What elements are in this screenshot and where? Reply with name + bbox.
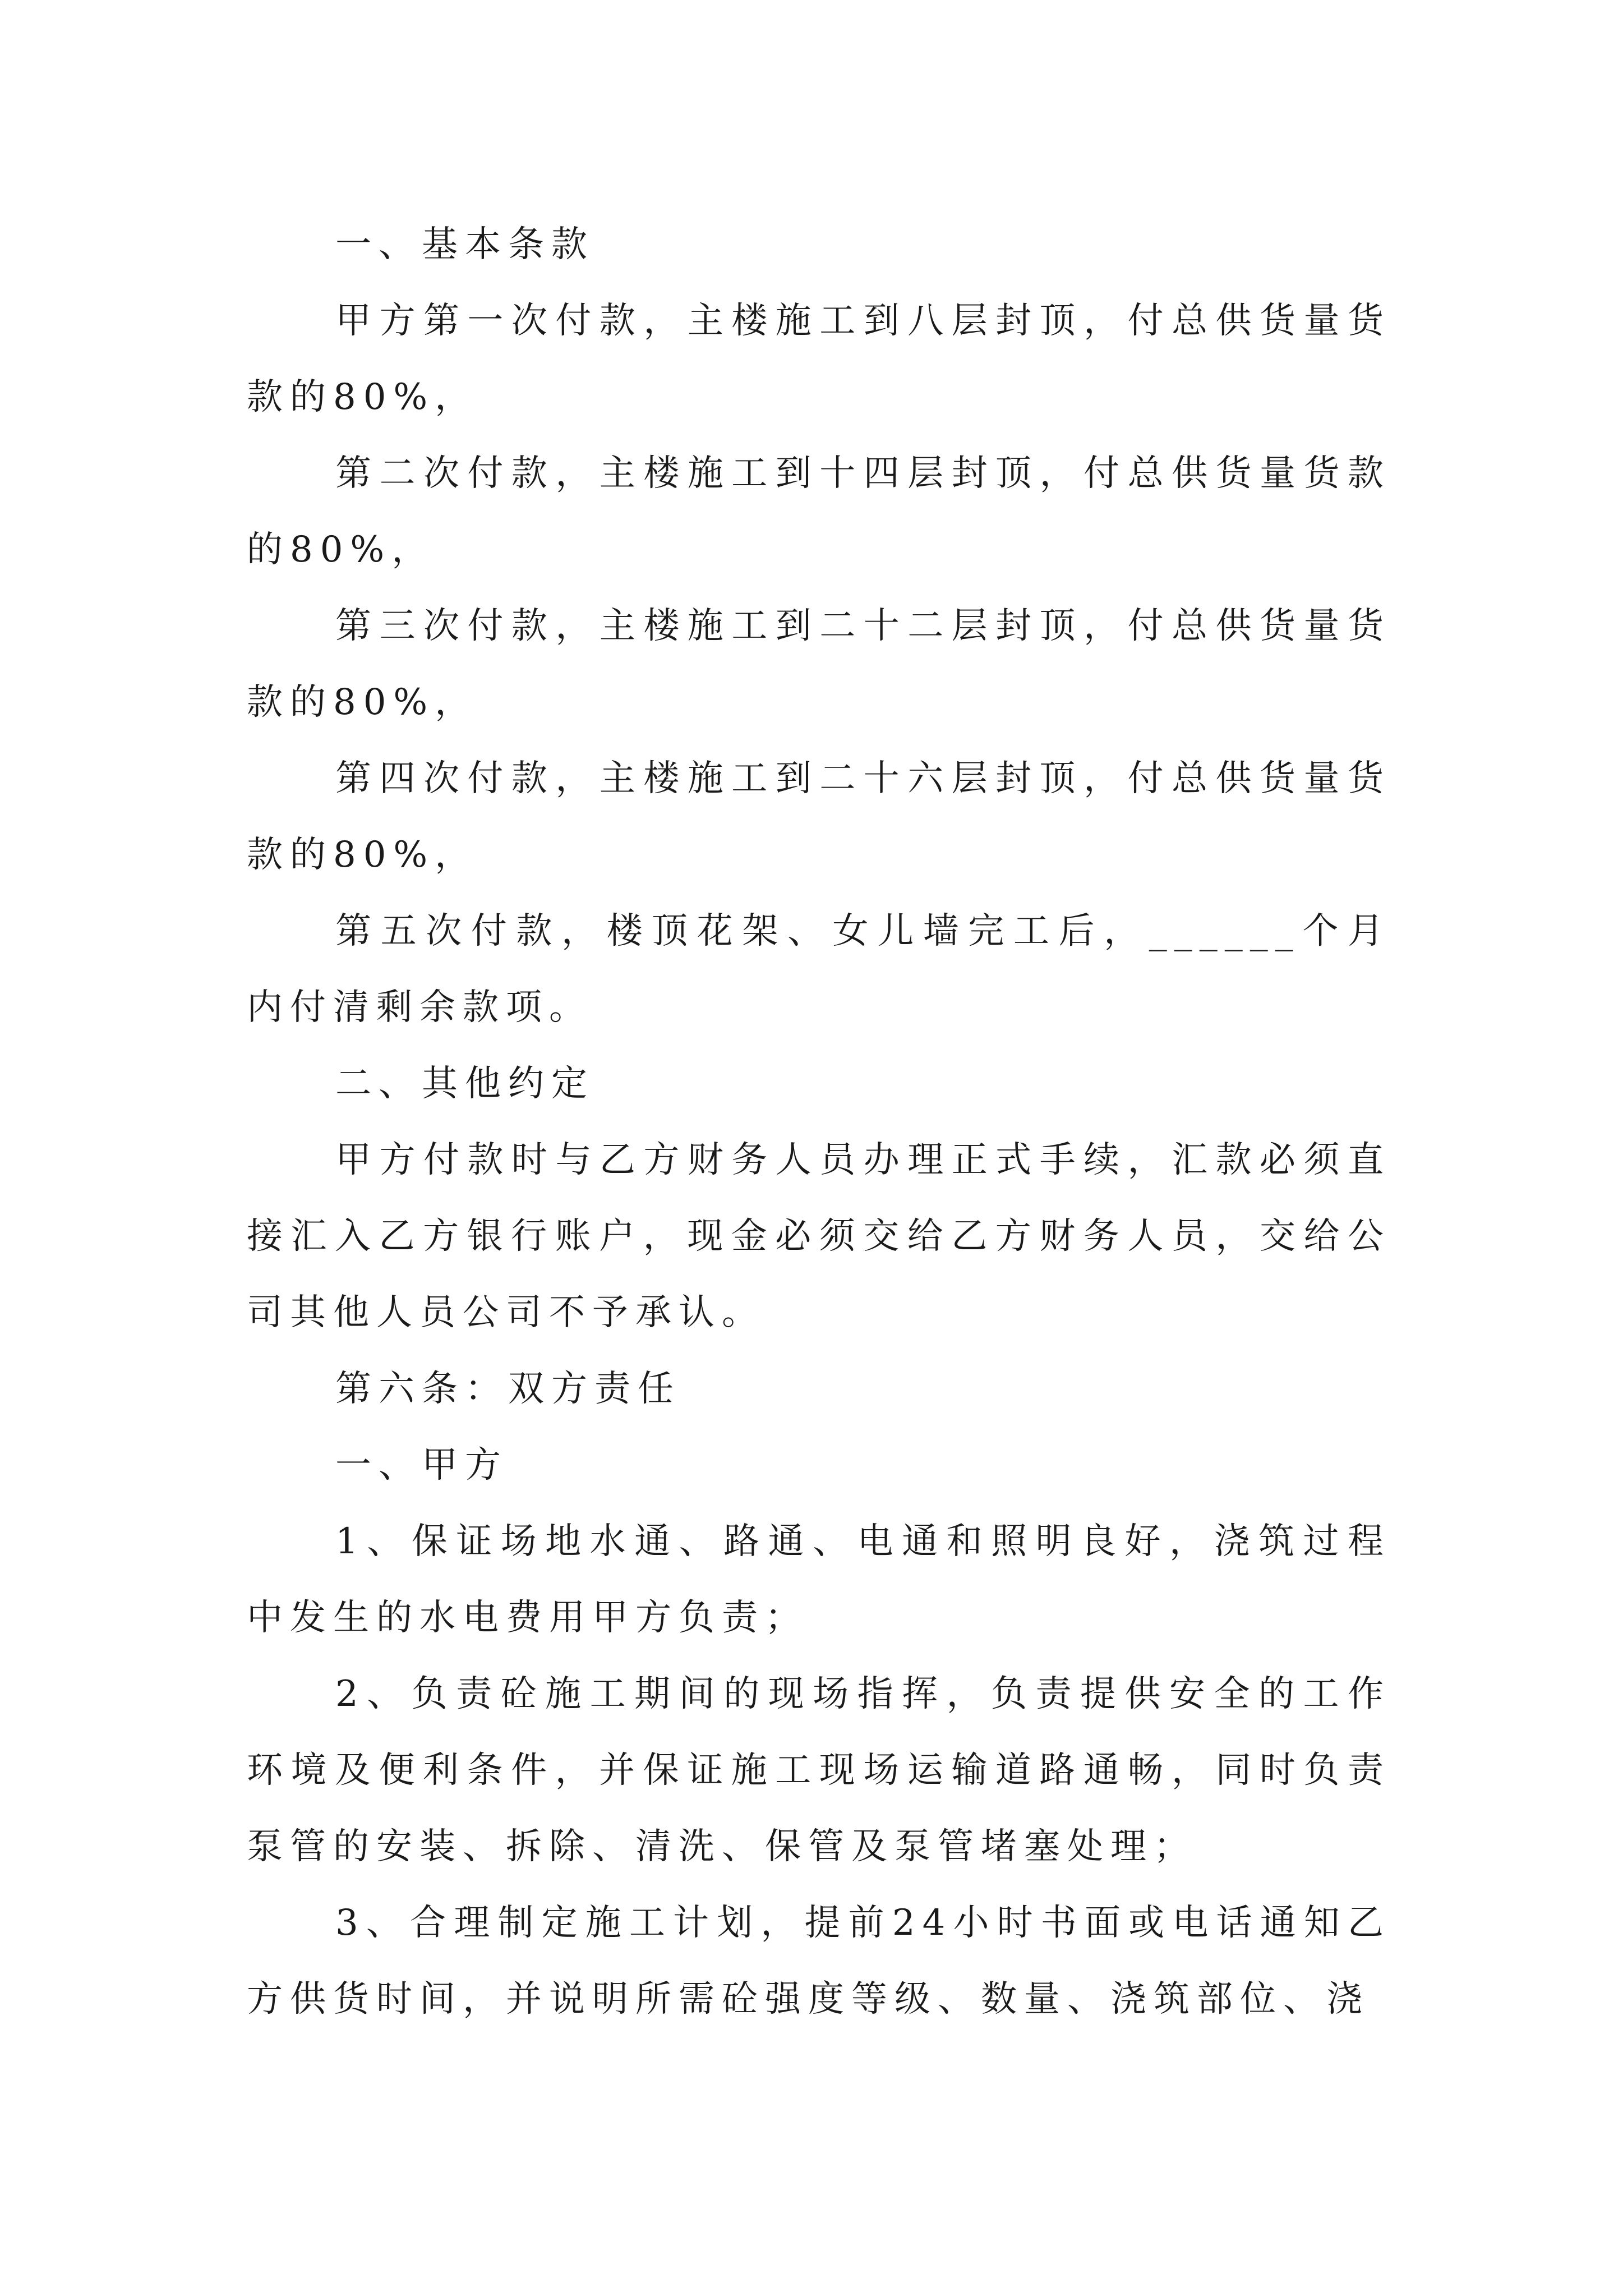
payment-clause-5: 第五次付款，楼顶花架、女儿墙完工后，______个月内付清剩余款项。 [247, 910, 1391, 1028]
heading-basic-terms: 一、基本条款 [335, 224, 594, 265]
payment-clause-4: 第四次付款，主楼施工到二十六层封顶，付总供货量货款的80%， [247, 758, 1391, 876]
document-body [247, 206, 1391, 2037]
party-a-duty-1: 1、保证场地水通、路通、电通和照明良好，浇筑过程中发生的水电费用甲方负责； [247, 1521, 1391, 1639]
party-a-duty-3: 3、合理制定施工计划，提前24小时书面或电话通知乙方供货时间，并说明所需砼强度等级、数量、浇筑部位、浇 [247, 1902, 1391, 2020]
payment-procedure-clause: 甲方付款时与乙方财务人员办理正式手续，汇款必须直接汇入乙方银行账户，现金必须交给乙方财务人员，交给公司其他人员公司不予承认。 [247, 1139, 1391, 1333]
payment-clause-2: 第二次付款，主楼施工到十四层封顶，付总供货量货款的80%， [247, 453, 1391, 570]
heading-other-agreements: 二、其他约定 [335, 1063, 594, 1105]
heading-party-a: 一、甲方 [335, 1444, 508, 1486]
heading-article-six: 第六条：双方责任 [335, 1368, 681, 1410]
payment-clause-3: 第三次付款，主楼施工到二十二层封顶，付总供货量货款的80%， [247, 605, 1391, 723]
party-a-duty-2: 2、负责砼施工期间的现场指挥，负责提供安全的工作环境及便利条件，并保证施工现场运输道路通畅，同时负责泵管的安装、拆除、清洗、保管及泵管堵塞处理； [247, 1673, 1391, 1867]
payment-clause-1: 甲方第一次付款，主楼施工到八层封顶，付总供货量货款的80%， [247, 300, 1391, 418]
